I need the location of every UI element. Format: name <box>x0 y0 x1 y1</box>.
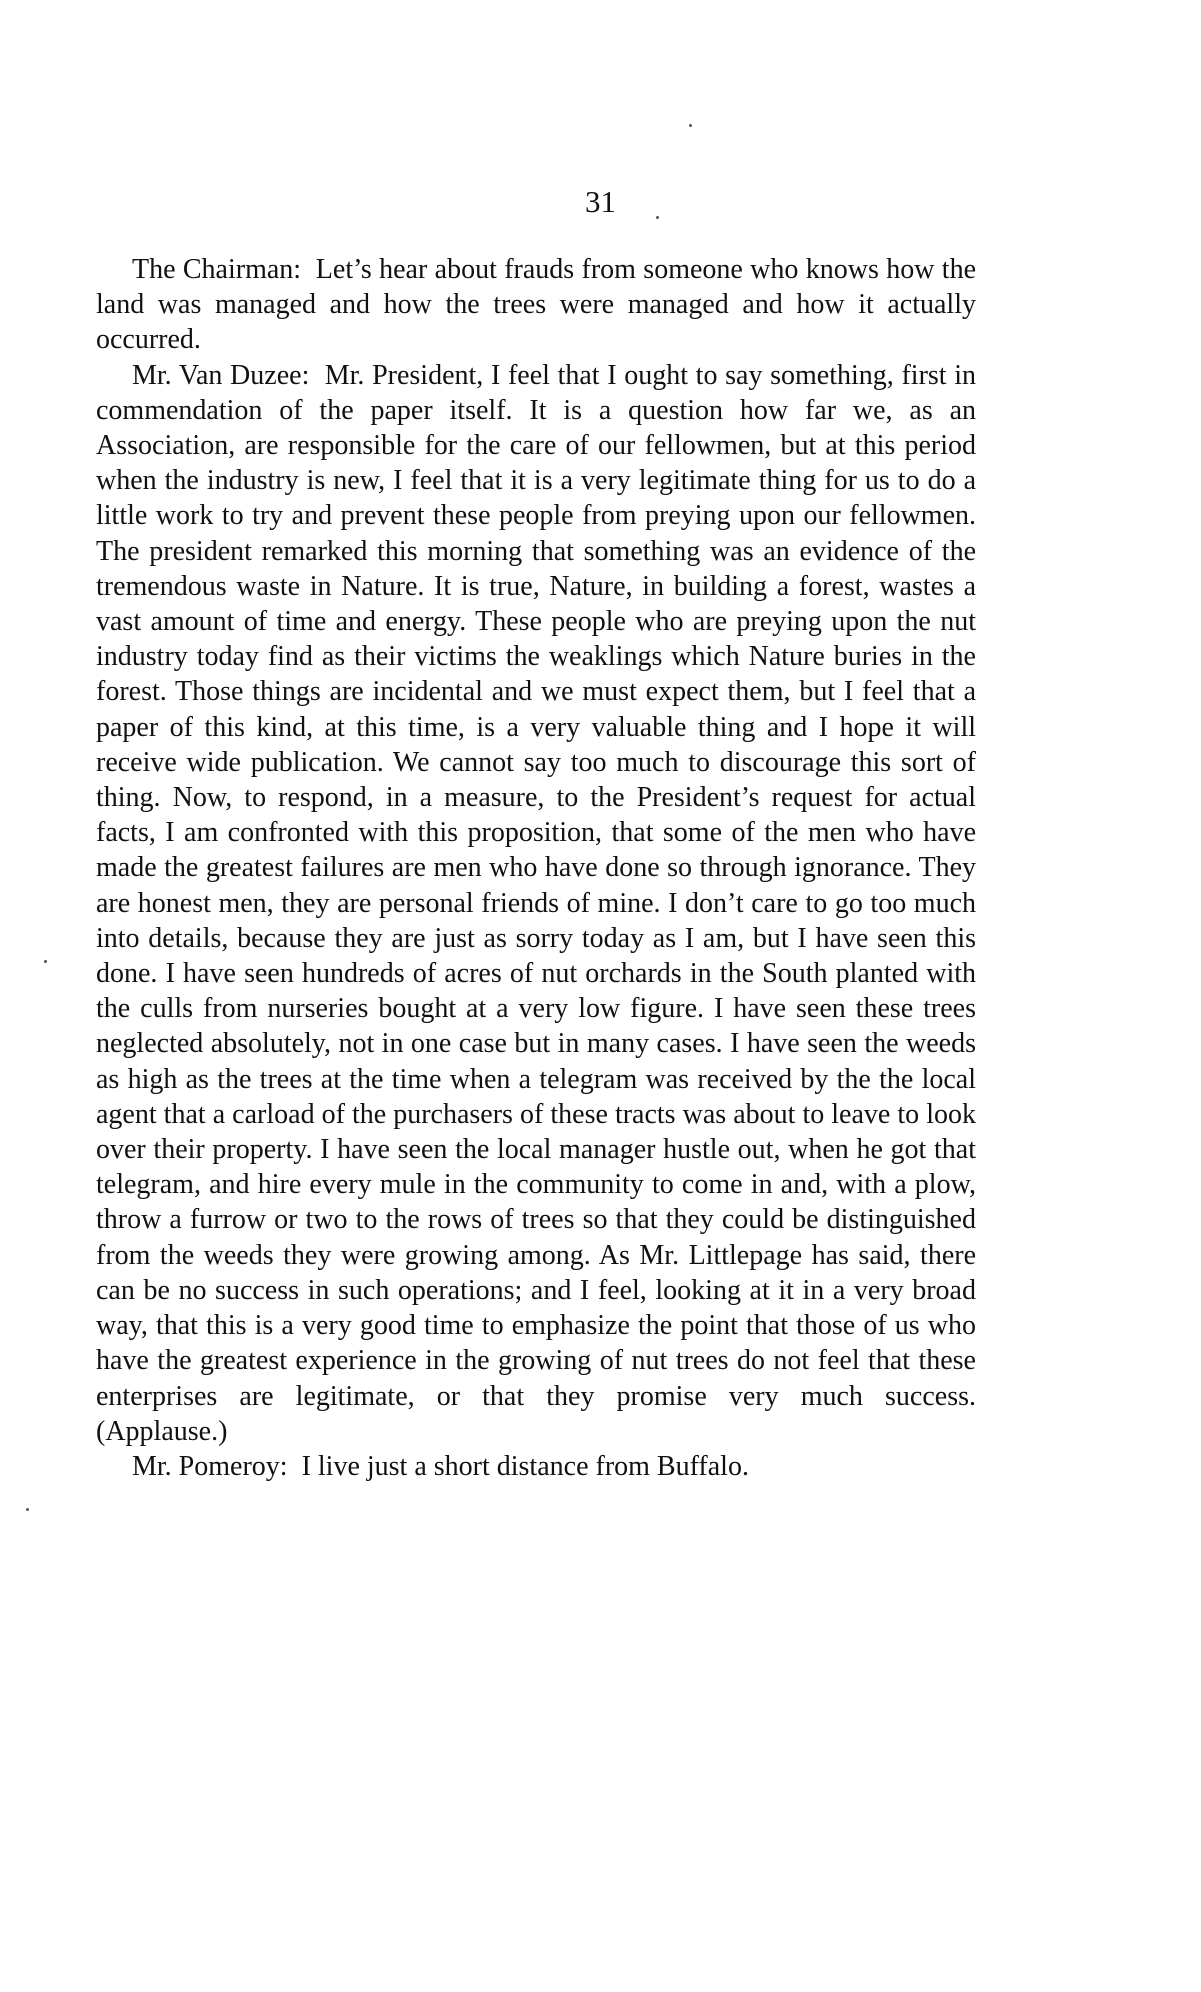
page-number: 31 <box>585 184 616 219</box>
paragraph-chairman <box>96 252 976 358</box>
print-speck <box>44 960 47 963</box>
speaker-label: Mr. Van Duzee: <box>132 359 310 391</box>
paragraph-text: I live just a short distance from Buffalo. <box>301 1450 749 1482</box>
print-speck <box>689 124 692 127</box>
print-speck <box>26 1508 29 1511</box>
paragraph-pomeroy <box>96 1449 976 1484</box>
speaker-label: Mr. Pomeroy: <box>132 1450 288 1482</box>
paragraph-text: Mr. President, I feel that I ought to say something, first in commendation of the paper itself. It is a question how far we, as an Association, are responsible for the care of our fellowmen, but at this period when the industry is new, I feel that it is a very legitimate thing for us to do a little work to try and prevent these people from preying upon our fellowmen. The president remarked this morning that something was an evidence of the tremendous waste in Nature. It is true, Nature, in building a forest, wastes a vast amount of time and energy. These people who are preying upon the nut industry today find as their victims the weaklings which Nature buries in the forest. Those things are incidental and we must expect them, but I feel that a paper of this kind, at this time, is a very valuable thing and I hope it will receive wide publication. We cannot say too much to discourage this sort of thing. Now, to respond, in a measure, to the President’s request for actual facts, I am confronted with this proposition, that some of the men who have made the greatest failures are men who have done so through ignorance. They are honest men, they are personal friends of mine. I don’t care to go too much into details, because they are just as sorry today as I am, but I have seen this done. I have seen hundreds of acres of nut orchards in the South planted with the culls from nurseries bought at a very low figure. I have seen these trees neglected absolutely, not in one case but in many cases. I have seen the weeds as high as the trees at the time when a telegram was received by the the local agent that a carload of the purchasers of these tracts was about to leave to look over their property. I have seen the local manager hustle out, when he got that telegram, and hire every mule in the community to come in and, with a plow, throw a furrow or two to the rows of trees so that they could be distinguished from the weeds they were growing among. As Mr. Littlepage has said, there can be no success in such operations; and I feel, looking at it in a very broad way, that this is a very good time to emphasize the point that those of us who have the greatest experience in the growing of nut trees do not feel that these enterprises are legitimate, or that they promise very much success. (Applause.) <box>96 359 977 1447</box>
paragraph-text: Let’s hear about frauds from someone who knows how the land was managed and how the trees were managed and how it actually occurred. <box>96 254 976 356</box>
body-text <box>96 252 976 1484</box>
paragraph-van-duzee <box>96 358 976 1449</box>
speaker-label: The Chairman: <box>132 254 302 285</box>
